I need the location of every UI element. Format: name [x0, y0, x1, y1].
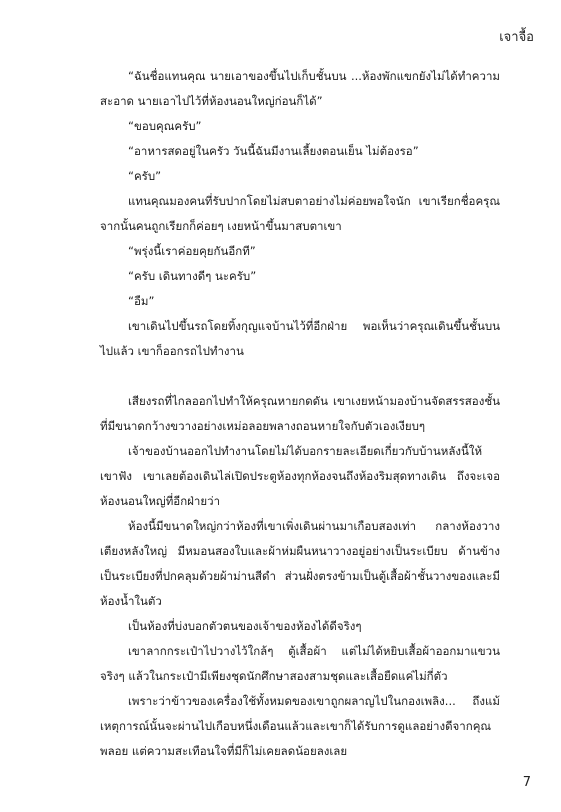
paragraph: แทนคุณมองคนที่รับปากโดยไม่สบตาอย่างไม่ค่อยพอใจนัก เขาเรียกชื่อครุณ จากนั้นคนถูกเรียกก็ค่อยๆ เงยหน้าขึ้นมาสบตาเขา [100, 194, 500, 233]
paragraph: “อืม” [128, 294, 155, 308]
paragraph: “ฉันชื่อแทนคุณ นายเอาของขึ้นไปเก็บชั้นบน ...ห้องพักแขกยังไม่ได้ทำความสะอาด นายเอาไปไว้ที่ห้องนอนใหญ่ก่อนก็ได้” [100, 69, 500, 108]
paragraph: เขาลากกระเป๋าไปวางไว้ใกล้ๆ ตู้เสื้อผ้า แต่ไม่ได้หยิบเสื้อผ้าออกมาแขวนจริงๆ แล้วในกระเป๋ามีเพียงชุดนักศึกษาสองสามชุดและเสื้อยืดแค่ไม่กี่ตัว [100, 644, 500, 683]
paragraph: “พรุ่งนี้เราค่อยคุยกันอีกที” [128, 244, 256, 258]
scene-break [100, 364, 500, 389]
paragraph: “ขอบคุณครับ” [128, 119, 202, 133]
paragraph: เสียงรถที่ไกลออกไปทำให้ครุณหายกดดัน เขาเงยหน้ามองบ้านจัดสรรสองชั้นที่มีขนาดกว้างขวางอย่างเหม่อลอยพลางถอนหายใจกับตัวเองเงียบๆ [100, 394, 500, 433]
paragraph: เพราะว่าข้าวของเครื่องใช้ทั้งหมดของเขาถูกผลาญไปในกองเพลิง... ถึงแม้เหตุการณ์นั้นจะผ่านไปเกือบหนึ่งเดือนแล้วและเขาก็ได้รับการดูแลอย่างดีจากคุณพลอย แต่ความสะเทือนใจที่มีก็ไม่เคยลดน้อยลงเลย [100, 694, 500, 758]
paragraph: เป็นห้องที่บ่งบอกตัวตนของเจ้าของห้องได้ดีจริงๆ [128, 619, 362, 633]
paragraph: “ครับ เดินทางดีๆ นะครับ” [128, 269, 257, 283]
paragraph: “อาหารสดอยู่ในครัว วันนี้ฉันมีงานเลี้ยงตอนเย็น ไม่ต้องรอ” [128, 144, 419, 158]
paragraph: ห้องนี้มีขนาดใหญ่กว่าห้องที่เขาเพิ่งเดินผ่านมาเกือบสองเท่า กลางห้องวางเตียงหลังใหญ่ มีหมอนสองใบและผ้าห่มผืนหนาวางอยู่อย่างเป็นระเบียบ ด้านข้างเป็นระเบียงที่ปกคลุมด้วยผ้าม่านสีดำ ส่วนฝั่งตรงข้ามเป็นตู้เสื้อผ้าชั้นวางของและมีห้องน้ำในตัว [100, 519, 500, 608]
paragraph: “ครับ” [128, 169, 162, 183]
paragraph: เจ้าของบ้านออกไปทำงานโดยไม่ได้บอกรายละเอียดเกี่ยวกับบ้านหลังนี้ให้เขาฟัง เขาเลยต้องเดินไล่เปิดประตูห้องทุกห้องจนถึงห้องริมสุดทางเดิน ถึงจะเจอห้องนอนใหญ่ที่อีกฝ่ายว่า [100, 444, 500, 508]
page-number: 7 [522, 775, 531, 790]
paragraph: เขาเดินไปขึ้นรถโดยทิ้งกุญแจบ้านไว้ที่อีกฝ่าย พอเห็นว่าครุณเดินขึ้นชั้นบนไปแล้ว เขาก็ออกรถไปทำงาน [100, 319, 500, 358]
body-text [100, 64, 500, 764]
running-header: เจาจื้อ [499, 30, 534, 45]
